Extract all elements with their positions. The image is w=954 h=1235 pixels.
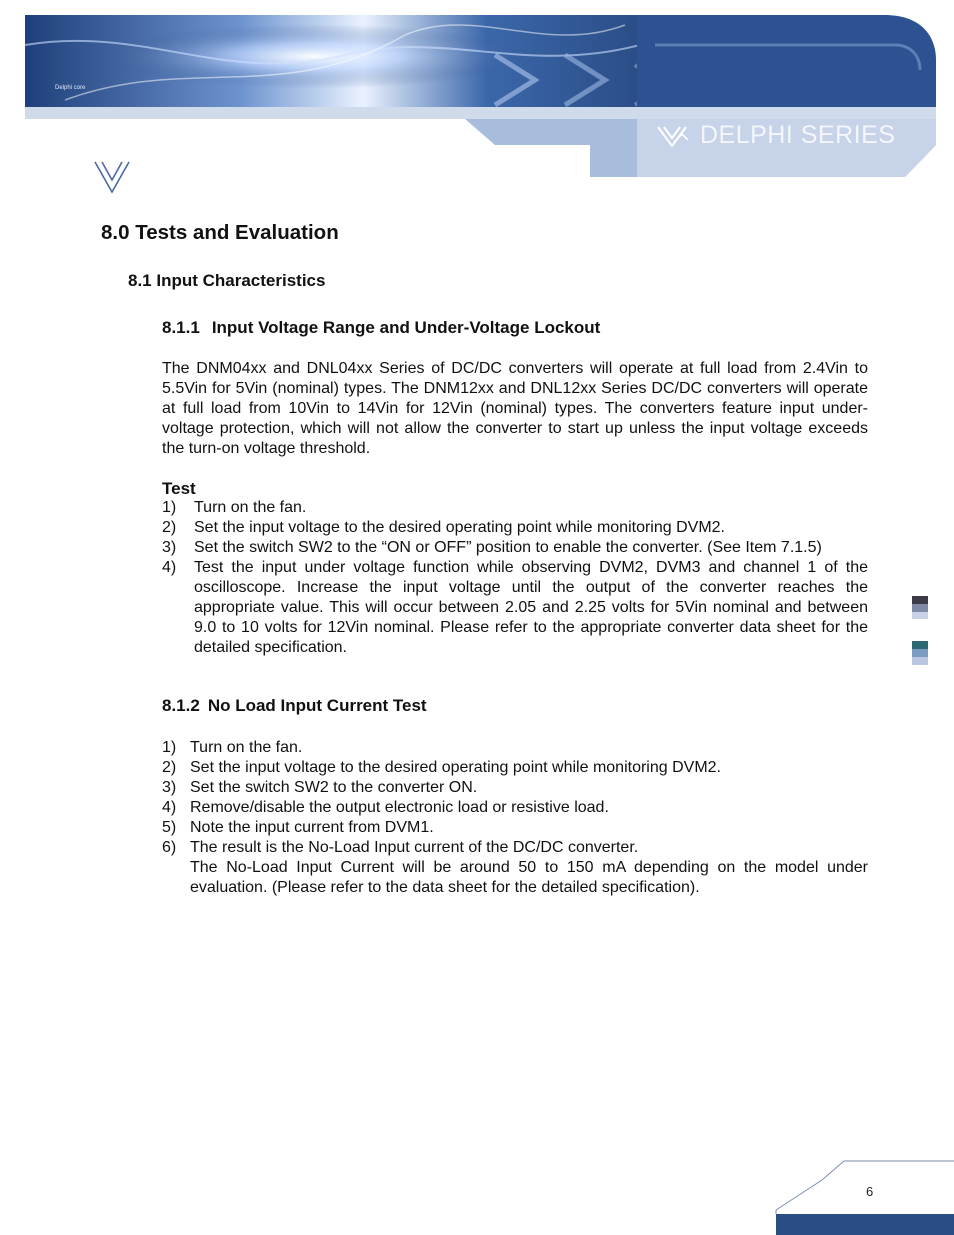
list-item <box>162 738 868 758</box>
page-number: 6 <box>866 1184 874 1199</box>
list-item-text: Note the input current from DVM1. <box>190 819 434 836</box>
banner-small-text: Delphi core <box>55 85 86 91</box>
list-item <box>162 818 868 838</box>
test-label: Test <box>162 479 196 498</box>
list-item-text: Set the switch SW2 to the “ON or OFF” position to enable the converter. (See Item 7.1.5) <box>194 539 822 556</box>
list-item-number: 5) <box>162 819 177 836</box>
list-item <box>162 798 868 818</box>
list-item-number: 3) <box>162 779 177 796</box>
no-load-note: The No-Load Input Current will be around 50 to 150 mA depending on the model under evaluation. (Please refer to the data sheet for the detailed specification). <box>190 859 868 896</box>
list-item <box>162 538 868 558</box>
no-load-steps-list <box>162 738 868 898</box>
list-item <box>162 838 868 858</box>
heading-title: No Load Input Current Test <box>207 696 427 715</box>
list-item-text: Test the input under voltage function while observing DVM2, DVM3 and channel 1 of the oscilloscope. Increase the input voltage until the output of the converter reaches the appropriate value. This will occur between 2.05 and 2.25 volts for 5Vin nominal and between 9.0 to 10 volts for 12Vin nominal. Please refer to the appropriate converter data sheet for the detailed specification. <box>194 559 868 656</box>
heading-title: Input Voltage Range and Under-Voltage Lockout <box>211 318 601 337</box>
brand-title: DELPHI SERIES <box>700 121 896 149</box>
body-paragraph: The DNM04xx and DNL04xx Series of DC/DC converters will operate at full load from 2.4Vin to 5.5Vin for 5Vin (nominal) types. The DNM12xx and DNL12xx Series DC/DC converters will operate at full load from 10Vin to 14Vin for 12Vin (nominal) types. The converters feature input under-voltage protection, which will not allow the converter to start up unless the input voltage exceeds the turn-on voltage threshold. <box>162 360 868 457</box>
list-item-text: Set the input voltage to the desired operating point while monitoring DVM2. <box>190 759 721 776</box>
list-item-text: Turn on the fan. <box>194 499 307 516</box>
side-tab-dark <box>912 596 928 619</box>
list-item <box>162 758 868 778</box>
subsection-heading: 8.1 Input Characteristics <box>128 271 326 290</box>
list-item-text: Set the switch SW2 to the converter ON. <box>190 779 478 796</box>
side-tab-teal <box>912 641 928 665</box>
list-item-text: Turn on the fan. <box>190 739 303 756</box>
list-item <box>162 558 868 658</box>
list-item-number: 1) <box>162 739 177 756</box>
list-item-number: 4) <box>162 799 177 816</box>
subsubsection-heading-input-voltage <box>162 318 600 338</box>
list-item <box>162 518 868 538</box>
list-item <box>162 498 868 518</box>
footer-decoration <box>774 1158 954 1235</box>
list-item-number: 1) <box>162 499 177 516</box>
list-item-text: Set the input voltage to the desired operating point while monitoring DVM2. <box>194 519 725 536</box>
list-item-number: 2) <box>162 519 177 536</box>
list-item-text: Remove/disable the output electronic load or resistive load. <box>190 799 609 816</box>
list-item-number: 3) <box>162 539 177 556</box>
list-item-number: 2) <box>162 759 177 776</box>
test-steps-list <box>162 498 868 658</box>
heading-number: 8.1.2 <box>162 696 200 715</box>
delphi-logo-icon <box>656 124 692 150</box>
list-item <box>162 778 868 798</box>
delta-logo-icon <box>93 160 131 196</box>
list-item-number: 4) <box>162 559 177 576</box>
subsubsection-heading-no-load <box>162 696 427 716</box>
list-item-number: 6) <box>162 839 177 856</box>
header-banner <box>25 15 936 180</box>
heading-number: 8.1.1 <box>162 318 200 337</box>
section-heading: 8.0 Tests and Evaluation <box>101 221 339 244</box>
list-item-text: The result is the No-Load Input current of the DC/DC converter. <box>190 839 639 856</box>
